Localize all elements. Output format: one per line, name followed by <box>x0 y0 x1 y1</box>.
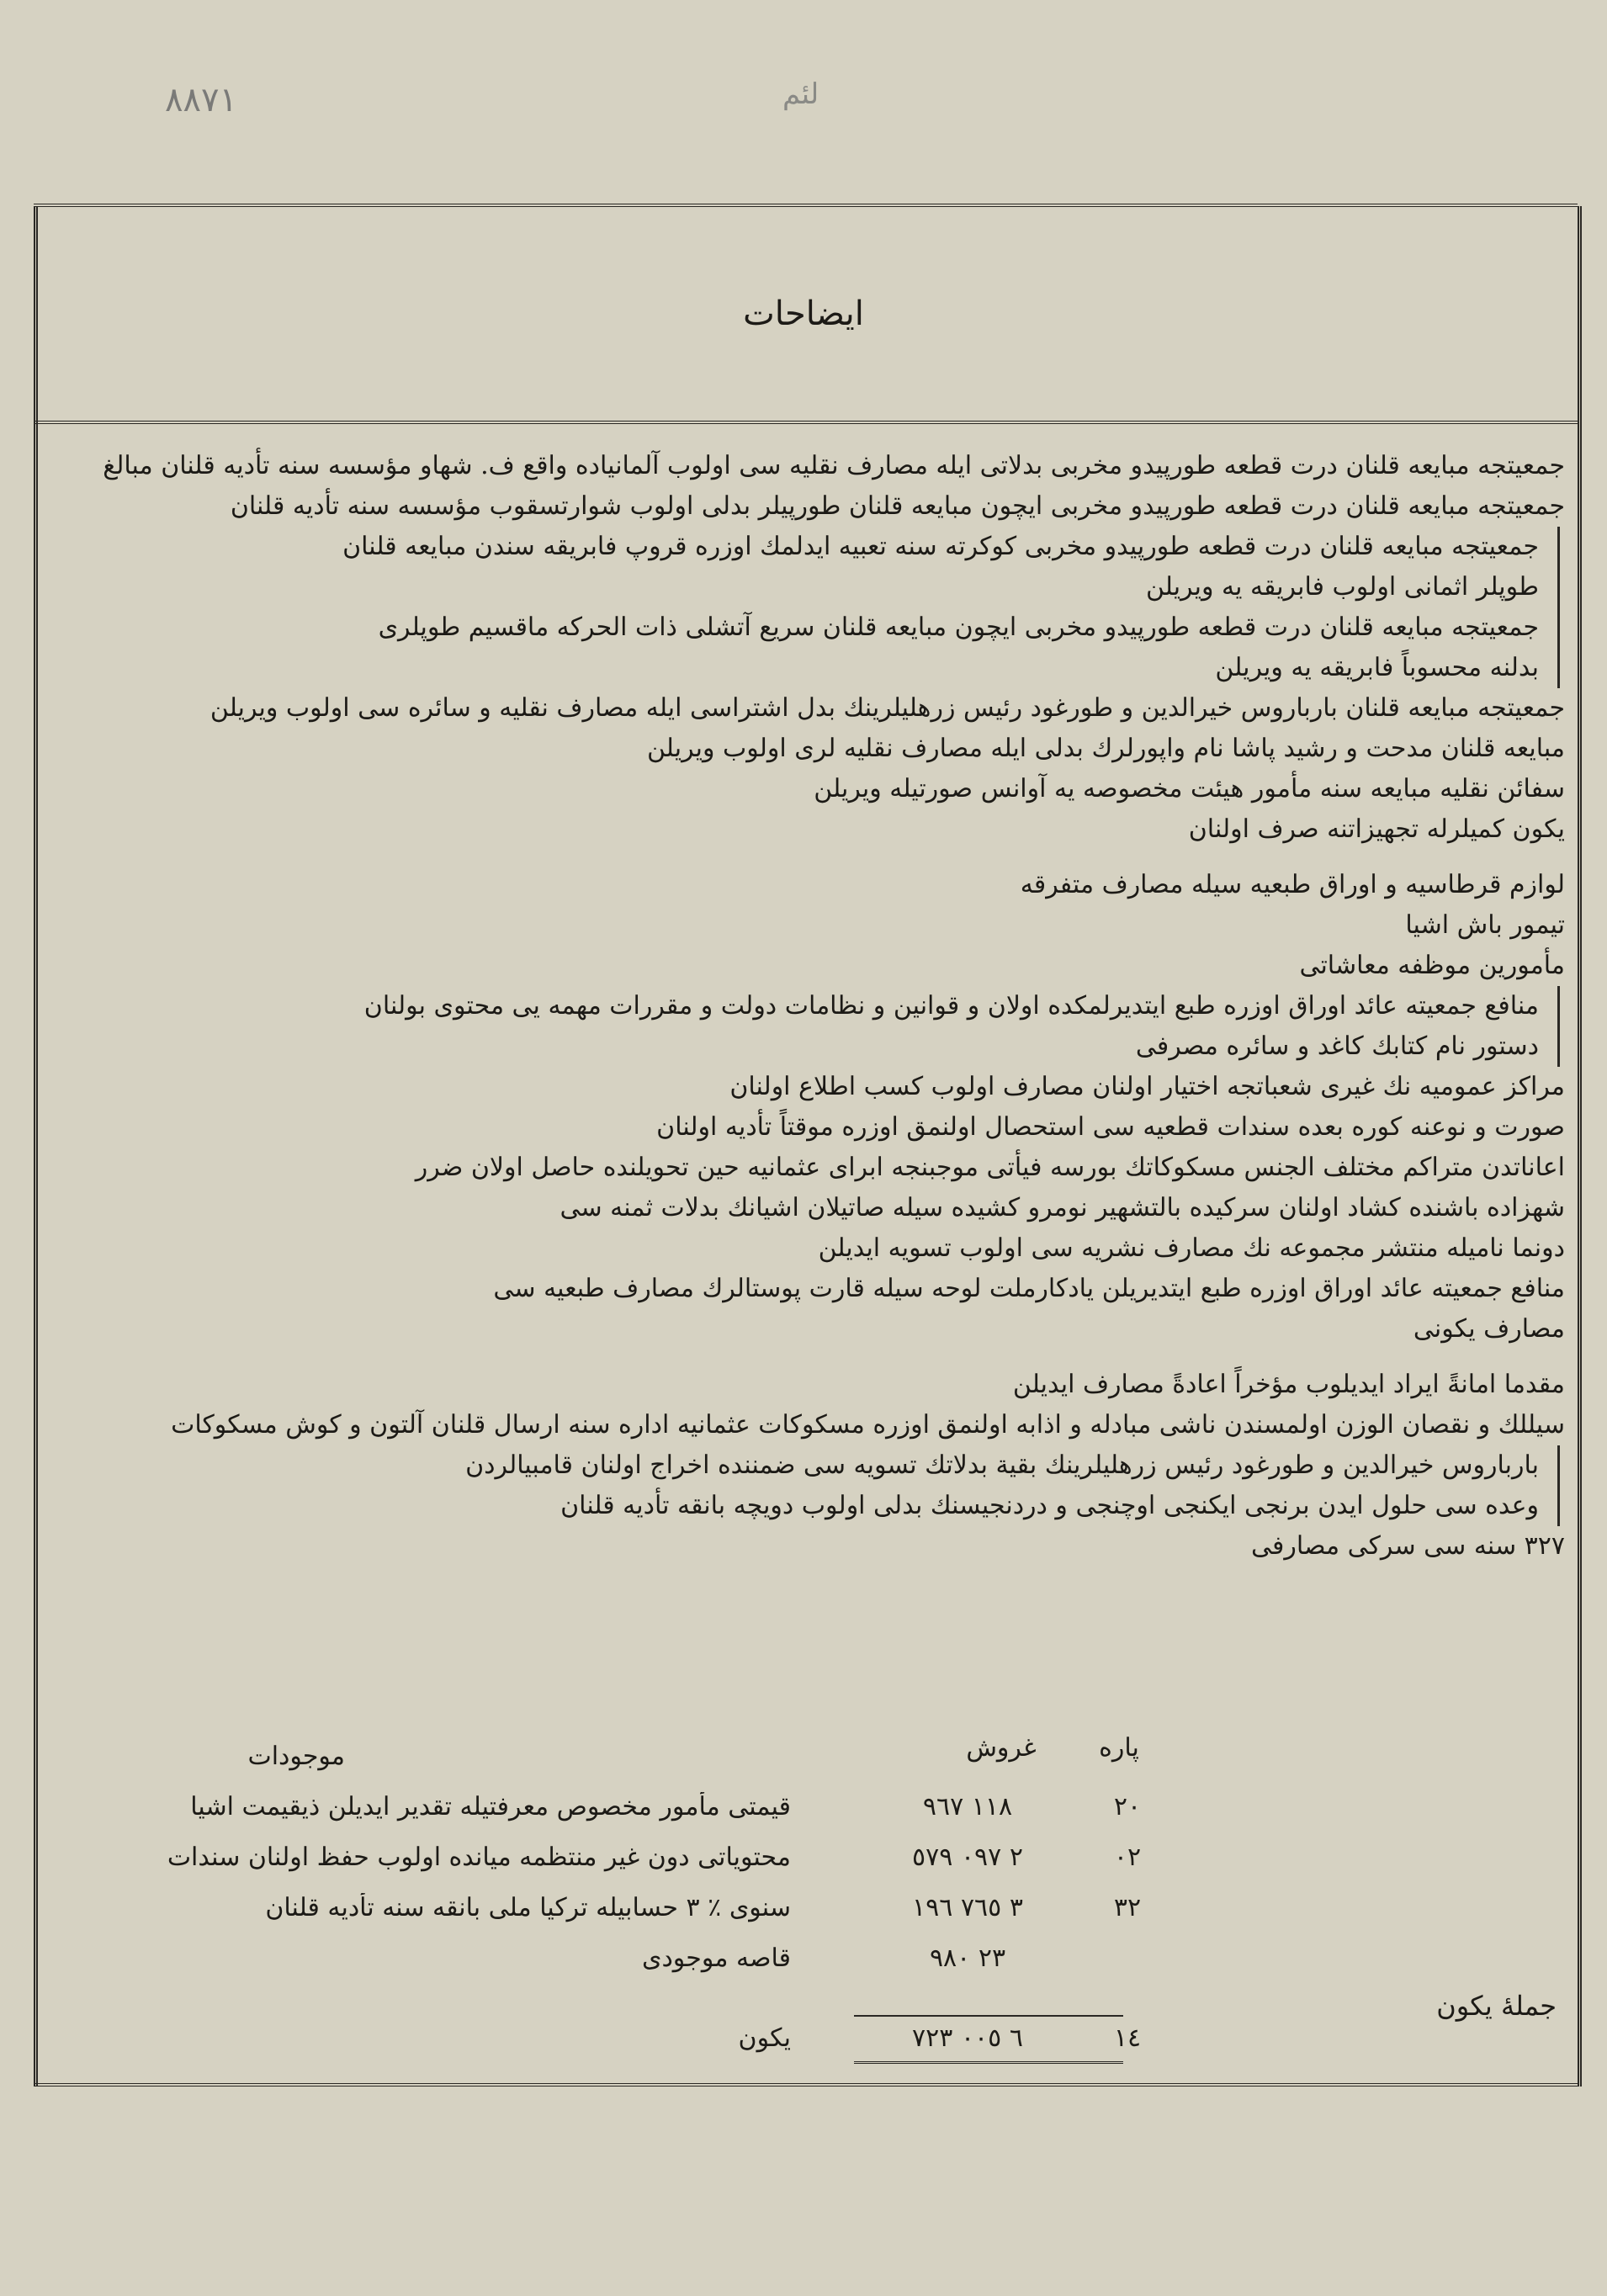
total-row <box>76 2023 1565 2069</box>
row-description: قاصه موجودی <box>641 1943 791 1973</box>
text-line: دونما نامیله منتشر مجموعه نك مصارف نشریه سی اولوب تسویه ایدیلن <box>818 1233 1565 1263</box>
table-row <box>76 1792 1565 1837</box>
text-line: مقدما امانةً ایراد ایدیلوب مؤخراً اعادةً مصارف ایدیلن <box>1012 1370 1565 1399</box>
sum-rule <box>854 2015 1123 2017</box>
row-description: محتویاتی دون غیر منتظمه میانده اولوب حفظ اولنان سندات <box>167 1843 791 1872</box>
section-title: ایضاحات <box>743 294 864 333</box>
text-line: صورت و نوعنه کوره بعده سندات قطعیه سی استحصال اولنمق اوزره موقتاً تأدیه اولنان <box>656 1112 1565 1142</box>
row-description: قیمتی مأمور مخصوص معرفتیله تقدیر ایدیلن ذیقیمت اشیا <box>190 1792 791 1821</box>
row-para: ٣٢ <box>1113 1893 1142 1922</box>
assets-heading: موجودات <box>247 1742 345 1771</box>
text-line: یکون کمیلرله تجهیزاتنه صرف اولنان <box>1188 814 1565 844</box>
row-kurus: ٢٣ ٩٨٠ <box>929 1943 1006 1973</box>
table-row <box>76 1843 1565 1888</box>
table-row <box>76 1893 1565 1938</box>
text-line: جمعیتجه مبایعه قلنان درت قطعه طورپیدو مخربی بدلاتی ایله مصارف نقلیه سی اولوب آلمانیاده واقع ف. شهاو مؤسسه سنه تأدیه قلنان مبالغ <box>103 451 1565 480</box>
text-line: بدلنه محسوباً فابریقه یه ویریلن <box>76 648 1560 688</box>
total-label: یکون <box>738 2023 791 2053</box>
text-line: جمعیتجه مبایعه قلنان بارباروس خیرالدین و طورغود رئیس زرهلیلرینك بدل اشتراسی ایله مصارف نقلیه و سائره سی اولوب ویریلن <box>209 693 1565 723</box>
text-line: مأمورین موظفه معاشاتی <box>1299 951 1565 980</box>
text-line: طوپلر اثمانی اولوب فابریقه یه ویریلن <box>76 567 1560 607</box>
row-kurus: ٢ ٠٩٧ ٥٧٩ <box>912 1843 1023 1872</box>
text-line: لوازم قرطاسیه و اوراق طبعیه سیله مصارف متفرقه <box>1020 870 1565 899</box>
text-line: مراکز عمومیه نك غیری شعباتجه اختیار اولنان مصارف اولوب کسب اطلاع اولنان <box>729 1072 1565 1101</box>
total-para: ١٤ <box>1113 2023 1142 2053</box>
text-line: مبایعه قلنان مدحت و رشید پاشا نام واپورلرك بدلی ایله مصارف نقلیه لری اولوب ویریلن <box>646 734 1565 763</box>
text-line: جمعیتجه مبایعه قلنان درت قطعه طورپیدو مخربی ایچون مبایعه قلنان طورپیلر بدلی اولوب شوارتسقوب مؤسسه سنه تأدیه قلنان <box>230 491 1565 521</box>
text-line: ٣٢٧ سنه سی سرکی مصارفی <box>1251 1531 1565 1561</box>
row-kurus: ٣ ٧٦٥ ١٩٦ <box>912 1893 1023 1922</box>
text-line: وعده سی حلول ایدن برنجی ایکنجی اوچنجی و دردنجیسنك بدلی اولوب دویچه بانقه تأدیه قلنان <box>76 1486 1560 1526</box>
text-line: تیمور باش اشیا <box>1405 910 1565 940</box>
text-line: شهزاده باشنده کشاد اولنان سرکیده بالتشهیر نومرو کشیده سیله صاتیلان اشیانك بدلات ثمنه سی <box>560 1193 1565 1222</box>
row-para: ٠٢ <box>1113 1843 1142 1872</box>
page-number: ٨٨٧١ <box>165 81 237 119</box>
column-header-para: پاره <box>1099 1733 1139 1763</box>
column-header-kurus: غروش <box>966 1733 1037 1763</box>
row-kurus: ١١٨ ٩٦٧ <box>922 1792 1013 1821</box>
table-row <box>76 1943 1565 1989</box>
text-line: سفائن نقلیه مبایعه سنه مأمور هیئت مخصوصه یه آوانس صورتیله ویریلن <box>814 774 1565 803</box>
text-line: منافع جمعیته عائد اوراق اوزره طبع ایتدیریلن یادکارملت لوحه سیله قارت پوستالرك مصارف طبعیه سی <box>493 1274 1565 1303</box>
total-double-rule <box>854 2061 1123 2064</box>
text-line: منافع جمعیته عائد اوراق اوزره طبع ایتدیرلمکده اولان و قوانین و نظامات دولت و مقررات مهمه یی محتوی بولنان <box>76 986 1560 1026</box>
row-description: سنوی ٪ ٣ حسابیله ترکیا ملی بانقه سنه تأدیه قلنان <box>265 1893 791 1922</box>
text-line: سیللك و نقصان الوزن اولمسندن ناشی مبادله و اذابه اولنمق اوزره مسکوکات عثمانیه اداره سنه ارسال قلنان آلتون و کوش مسکوکات <box>171 1410 1565 1440</box>
row-para: ٢٠ <box>1113 1792 1142 1821</box>
text-line: اعاناتدن متراکم مختلف الجنس مسکوکاتك بورسه فیأتی موجبنجه ابرای عثمانیه حین تحویلنده حاصل اولان ضرر <box>415 1153 1565 1182</box>
total-kurus: ٦ ٠٠٥ ٧٢٣ <box>912 2023 1023 2053</box>
text-line: مصارف یکونی <box>1413 1314 1565 1344</box>
header-mark: لئم <box>782 77 819 111</box>
text-line: دستور نام کتابك کاغد و سائره مصرفی <box>76 1026 1560 1067</box>
text-line: جمعیتجه مبایعه قلنان درت قطعه طورپیدو مخربی ایچون مبایعه قلنان سریع آتشلی ذات الحرکه ماقسیم طوپلری <box>76 607 1560 648</box>
text-line: جمعیتجه مبایعه قلنان درت قطعه طورپیدو مخربی کوکرته سنه تعبیه ایدلمك اوزره قروپ فابریقه سندن مبایعه قلنان <box>76 527 1560 567</box>
table-header <box>76 1733 1565 1784</box>
grand-total-label: جملهٔ یکون <box>1436 1990 1557 2022</box>
text-line: بارباروس خیرالدین و طورغود رئیس زرهلیلرینك بقیة بدلاتك تسویه سی ضمننده اخراج اولنان قامبیالردن <box>76 1445 1560 1486</box>
explanation-body <box>76 446 1565 1567</box>
